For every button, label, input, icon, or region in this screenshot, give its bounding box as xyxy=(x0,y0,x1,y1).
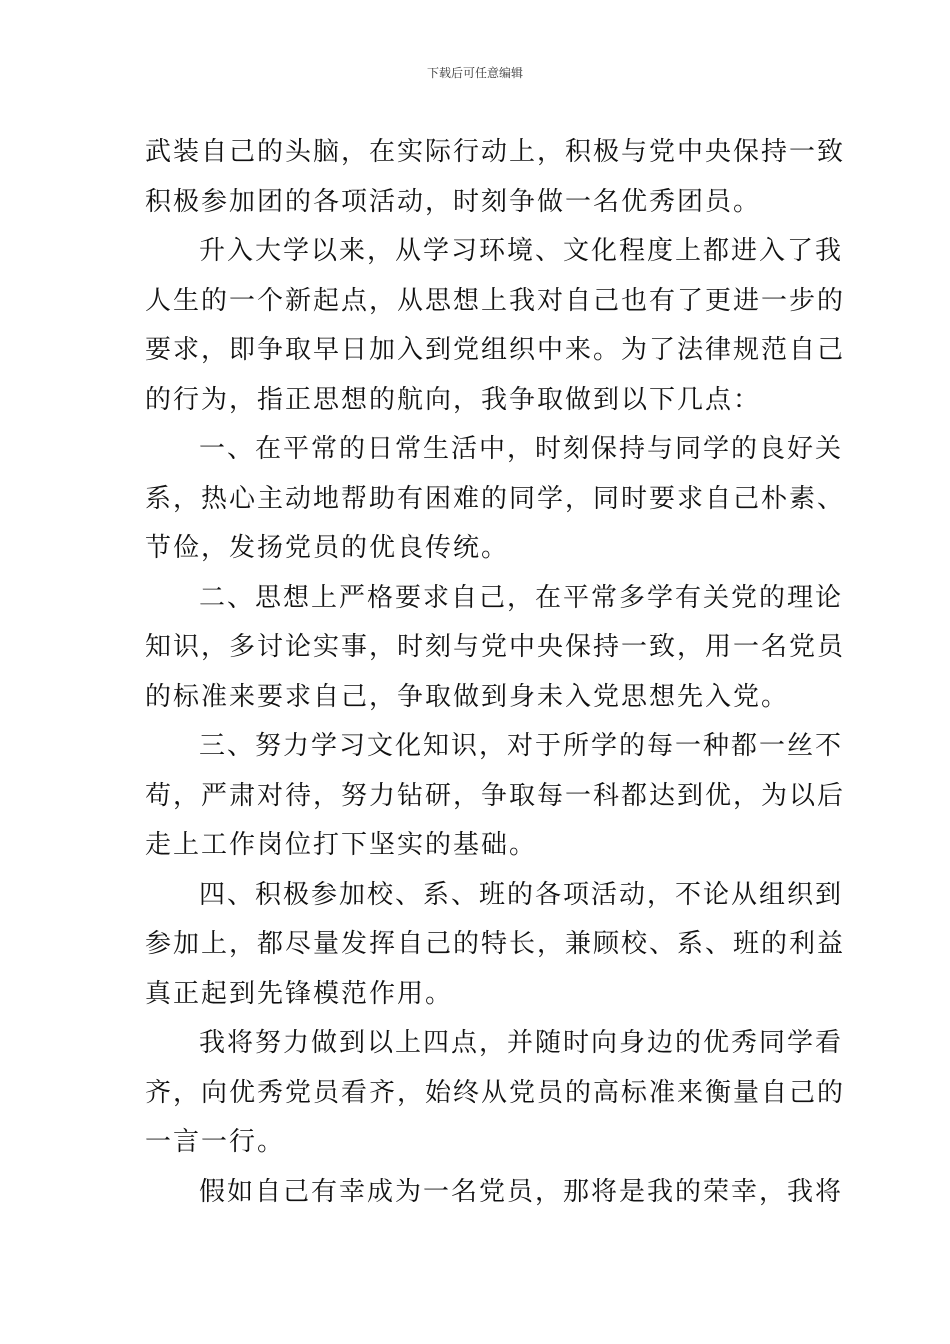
text-line: 节俭，发扬党员的优良传统。 xyxy=(145,533,510,563)
text-line: 人生的一个新起点，从思想上我对自己也有了更进一步的 xyxy=(145,285,846,316)
text-line: 系，热心主动地帮助有困难的同学，同时要求自己朴素、 xyxy=(145,483,846,514)
text-line: 苟，严肃对待，努力钻研，争取每一科都达到优，为以后 xyxy=(145,780,846,811)
text-line: 齐，向优秀党员看齐，始终从党员的高标准来衡量自己的 xyxy=(145,1077,846,1108)
text-line: 一言一行。 xyxy=(145,1127,286,1157)
text-line: 要求，即争取早日加入到党组织中来。为了法律规范自己 xyxy=(145,335,846,365)
text-line: 三、努力学习文化知识，对于所学的每一种都一丝不 xyxy=(199,731,844,761)
text-line: 的标准来要求自己，争取做到身未入党思想先入党。 xyxy=(145,681,790,712)
text-line: 参加上，都尽量发挥自己的特长，兼顾校、系、班的利益 xyxy=(145,929,846,959)
text-line: 我将努力做到以上四点，并随时向身边的优秀同学看 xyxy=(199,1028,844,1058)
text-line: 的行为，指正思想的航向，我争取做到以下几点： xyxy=(145,384,762,415)
text-line: 一、在平常的日常生活中，时刻保持与同学的良好关 xyxy=(199,434,844,464)
page-header: 下载后可任意编辑 xyxy=(426,66,523,80)
text-line: 走上工作岗位打下坚实的基础。 xyxy=(145,830,538,860)
text-line: 积极参加团的各项活动，时刻争做一名优秀团员。 xyxy=(145,186,762,217)
text-line: 二、思想上严格要求自己，在平常多学有关党的理论 xyxy=(199,582,844,613)
text-line: 知识，多讨论实事，时刻与党中央保持一致，用一名党员 xyxy=(145,632,846,662)
document-body xyxy=(145,128,846,1217)
text-line: 假如自己有幸成为一名党员，那将是我的荣幸，我将 xyxy=(199,1176,844,1207)
text-line: 武装自己的头脑，在实际行动上，积极与党中央保持一致 xyxy=(145,137,846,167)
text-line: 真正起到先锋模范作用。 xyxy=(145,978,454,1009)
text-line: 升入大学以来，从学习环境、文化程度上都进入了我 xyxy=(199,236,844,266)
text-line: 四、积极参加校、系、班的各项活动，不论从组织到 xyxy=(199,879,844,910)
